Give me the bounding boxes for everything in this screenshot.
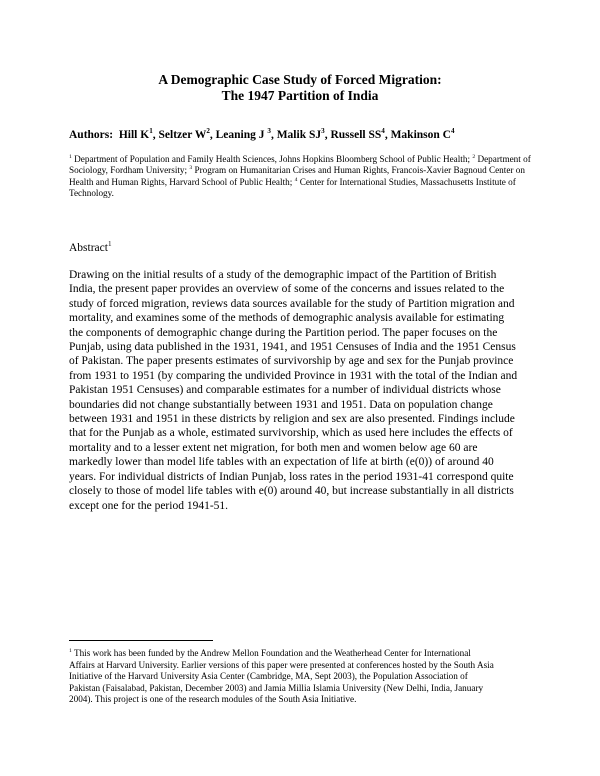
author-affil-sup: 4 bbox=[450, 127, 455, 136]
affil-sup: 3 bbox=[189, 165, 193, 172]
abstract-line: boundaries did not change substantially between 1931 and 1951. Data on population change bbox=[69, 398, 493, 411]
author-name: Hill K bbox=[118, 129, 150, 141]
footnote-line: Pakistan (Faisalabad, Pakistan, December 2003) and Jamia Millia Islamia University (New Delhi, India, January bbox=[69, 682, 484, 693]
footnote-line: Affairs at Harvard University. Earlier versions of this paper were presented at conferences hosted by the South Asia bbox=[69, 659, 494, 670]
abstract-body bbox=[69, 268, 535, 513]
footnote-line bbox=[69, 648, 535, 660]
abstract-line: Pakistan 1951 Censuses) and comparable estimates for a number of individual districts whose bbox=[69, 384, 501, 397]
footnote-text: This work has been funded by the Andrew Mellon Foundation and the Weatherhead Center for International bbox=[71, 648, 471, 658]
author-affil-sup: 2 bbox=[206, 127, 210, 136]
abstract-heading bbox=[69, 241, 112, 255]
abstract-footnote-marker: 1 bbox=[107, 240, 112, 249]
abstract-line: except one for the period 1941-51. bbox=[69, 499, 229, 512]
affiliations bbox=[69, 154, 531, 200]
author-sep: , bbox=[270, 129, 277, 141]
author-name: Seltzer W bbox=[158, 129, 207, 141]
title-line-2: The 1947 Partition of India bbox=[221, 88, 379, 103]
title-line-1: A Demographic Case Study of Forced Migration: bbox=[158, 72, 442, 87]
author-sep: , bbox=[209, 129, 216, 141]
abstract-line: India, the present paper provides an overview of some of the concerns and issues related to the bbox=[69, 283, 505, 296]
footnote-line: 2004). This project is one of the research modules of the South Asia Initiative. bbox=[69, 694, 357, 705]
author-name: Malik SJ bbox=[276, 129, 322, 141]
footnote bbox=[69, 648, 535, 706]
abstract-line: mortality and to a lesser extent net migration, for both men and women below age 60 are bbox=[69, 441, 478, 454]
abstract-heading-text: Abstract bbox=[69, 242, 108, 254]
footnote-divider bbox=[69, 640, 213, 641]
affil-text: Department of Sociology, Fordham University; bbox=[69, 154, 531, 176]
abstract-line: mortality, and examines some of the methods of demographic analysis available for estimating bbox=[69, 312, 505, 325]
affil-sup: 4 bbox=[294, 176, 298, 183]
author-sep: , bbox=[324, 129, 331, 141]
author-name: Russell SS bbox=[330, 129, 382, 141]
footnote-line: Initiative of the Harvard University Asia Center (Cambridge, MA, Sept 2003), the Population Association of bbox=[69, 671, 468, 682]
author-sep: , bbox=[384, 129, 391, 141]
affil-text: Department of Population and Family Health Sciences, Johns Hopkins Bloomberg School of Public Health; bbox=[71, 154, 473, 164]
abstract-line: Punjab, using data published in the 1931, 1941, and 1951 Censuses of India and the 1951 Census bbox=[69, 341, 516, 354]
affil-sup: 2 bbox=[472, 153, 476, 160]
author-name: Leaning J bbox=[215, 129, 268, 141]
affil-text: Center for International Studies, Massachusetts Institute of Technology. bbox=[69, 176, 516, 199]
author-affil-sup: 3 bbox=[321, 127, 325, 136]
abstract-line: study of forced migration, reviews data sources available for the study of Partition migration and bbox=[69, 297, 515, 310]
author-sep: , bbox=[152, 129, 159, 141]
affil-sup: 1 bbox=[69, 153, 72, 160]
affil-text: Program on Humanitarian Crises and Human Rights, Francois-Xavier Bagnoud Center on Health and Human Rights, Harvard School of Public Health; bbox=[69, 165, 525, 187]
abstract-line: from 1931 to 1951 (by comparing the undivided Province in 1931 with the total of the Indian and bbox=[69, 369, 518, 382]
abstract-line: years. For individual districts of Indian Punjab, loss rates in the period 1931-41 correspond quite bbox=[69, 470, 514, 483]
abstract-line: that for the Punjab as a whole, estimated survivorship, which as used here includes the effects of bbox=[69, 427, 513, 440]
author-affil-sup: 3 bbox=[267, 127, 271, 136]
abstract-line: between 1931 and 1951 in these districts by religion and sex are also presented. Findings include bbox=[69, 413, 515, 426]
author-affil-sup: 1 bbox=[149, 127, 153, 136]
abstract-line: the components of demographic change during the Partition period. The paper focuses on the bbox=[69, 326, 498, 339]
footnote-marker: 1 bbox=[69, 647, 72, 654]
author-name: Makinson C bbox=[390, 129, 451, 141]
paper-title bbox=[0, 72, 600, 104]
abstract-line: of Pakistan. The paper presents estimates of survivorship by age and sex for the Punjab province bbox=[69, 355, 514, 368]
abstract-line: Drawing on the initial results of a study of the demographic impact of the Partition of British bbox=[69, 269, 497, 281]
author-list bbox=[69, 128, 455, 142]
abstract-line: markedly lower than model life tables with an expectation of life at birth (e(0)) of around 40 bbox=[69, 456, 494, 469]
abstract-line: closely to those of model life tables with e(0) around 40, but increase substantially in all districts bbox=[69, 485, 514, 498]
author-affil-sup: 4 bbox=[381, 127, 385, 136]
authors-label: Authors: bbox=[69, 129, 114, 141]
